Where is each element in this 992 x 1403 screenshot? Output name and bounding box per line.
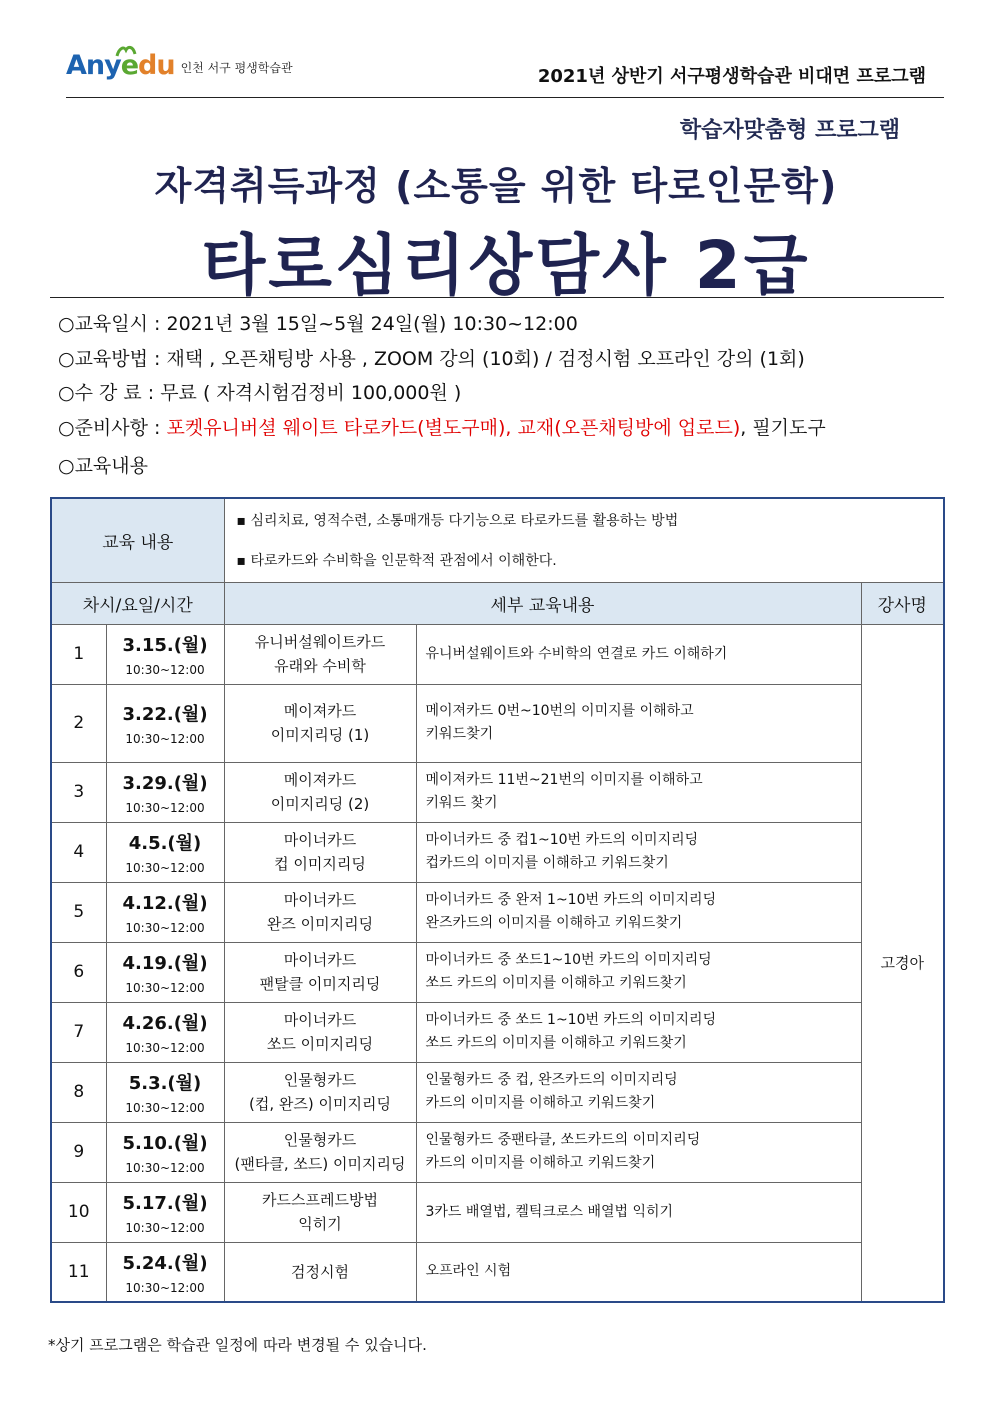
session-detail [416, 1062, 861, 1122]
session-date-cell [106, 822, 224, 882]
prep-tail: , 필기도구 [740, 417, 826, 439]
subtitle: 학습자맞춤형 프로그램 [679, 118, 900, 143]
prep-items: 포켓유니버셜 웨이트 타로카드(별도구매), 교재(오픈채팅방에 업로드) [166, 417, 741, 439]
info-date: ○교육일시 : 2021년 3월 15일~5월 24일(월) 10:30~12:00 [58, 313, 578, 335]
program-header: 2021년 상반기 서구평생학습관 비대면 프로그램 [537, 66, 926, 87]
info-content: ○교육내용 [58, 455, 148, 477]
session-detail [416, 1242, 861, 1302]
table-row [51, 762, 944, 822]
leaf-icon [115, 44, 137, 58]
session-detail [416, 762, 861, 822]
session-time: 10:30~12:00 [125, 1101, 205, 1115]
intro-bullets [224, 498, 944, 582]
session-detail [416, 1182, 861, 1242]
session-time: 10:30~12:00 [125, 732, 205, 746]
session-time: 10:30~12:00 [125, 861, 205, 875]
session-date: 3.15.(월) [122, 635, 208, 656]
session-date: 3.22.(월) [122, 704, 208, 725]
detail-line: 카드의 이미지를 이해하고 키워드찾기 [425, 1155, 656, 1171]
session-number: 5 [51, 882, 106, 942]
session-number: 9 [51, 1122, 106, 1182]
session-number: 7 [51, 1002, 106, 1062]
detail-line: 키워드 찾기 [425, 795, 498, 811]
session-time: 10:30~12:00 [125, 921, 205, 935]
detail-line: 마이너카드 중 완저 1~10번 카드의 이미지리딩 [425, 892, 717, 908]
topic-line: (팬타클, 쏘드) 이미지리딩 [234, 1155, 406, 1173]
session-topic [224, 1182, 416, 1242]
topic-line: 검정시험 [291, 1262, 349, 1281]
session-number: 2 [51, 684, 106, 762]
table-row [51, 1242, 944, 1302]
topic-line: 팬탈클 이미지리딩 [259, 975, 381, 993]
session-date-cell [106, 1002, 224, 1062]
session-topic [224, 1002, 416, 1062]
session-topic [224, 684, 416, 762]
topic-line: (컵, 완즈) 이미지리딩 [249, 1095, 391, 1113]
session-detail [416, 684, 861, 762]
session-time: 10:30~12:00 [125, 1280, 205, 1295]
topic-line: 카드스프레드방법 [262, 1191, 378, 1209]
session-time: 10:30~12:00 [125, 1221, 205, 1235]
schedule-table [50, 497, 945, 1303]
prep-label: ○준비사항 : [58, 417, 167, 439]
instructor-name: 고경아 [861, 624, 944, 1302]
detail-line: 유니버설웨이트와 수비학의 연결로 카드 이해하기 [425, 645, 728, 662]
detail-line: 인물형카드 중 컵, 완즈카드의 이미지리딩 [425, 1072, 678, 1088]
table-row [51, 882, 944, 942]
session-time: 10:30~12:00 [125, 663, 205, 677]
session-date: 5.24.(월) [122, 1252, 208, 1274]
topic-line: 쏘드 이미지리딩 [266, 1035, 374, 1053]
logo-part-3: du [138, 50, 175, 81]
detail-line: 마이너카드 중 쏘드1~10번 카드의 이미지리딩 [425, 952, 712, 968]
topic-line: 인물형카드 [283, 1131, 357, 1149]
session-topic [224, 762, 416, 822]
session-topic [224, 1062, 416, 1122]
session-number: 8 [51, 1062, 106, 1122]
detail-line: 3카드 배열법, 켈틱크로스 배열법 익히기 [425, 1203, 674, 1220]
topic-line: 마이너카드 [283, 951, 357, 969]
session-date: 5.10.(월) [122, 1133, 208, 1154]
topic-line: 이미지리딩 (1) [270, 726, 370, 744]
session-topic [224, 822, 416, 882]
session-date: 4.5.(월) [128, 833, 202, 854]
session-number: 3 [51, 762, 106, 822]
logo-part-1: Any [66, 50, 121, 81]
session-detail [416, 942, 861, 1002]
table-row [51, 1122, 944, 1182]
anyedu-logo [66, 52, 293, 79]
detail-line: 컵카드의 이미지를 이해하고 키워드찾기 [425, 855, 669, 871]
detail-line: 키워드찾기 [425, 726, 494, 742]
session-detail [416, 822, 861, 882]
topic-line: 이미지리딩 (2) [270, 795, 370, 813]
topic-line: 인물형카드 [283, 1071, 357, 1089]
info-method: ○교육방법 : 재택 , 오픈채팅방 사용 , ZOOM 강의 (10회) / 검정시험 오프라인 강의 (1회) [58, 348, 805, 370]
session-time: 10:30~12:00 [125, 801, 205, 815]
session-date-cell [106, 1122, 224, 1182]
session-time: 10:30~12:00 [125, 1041, 205, 1055]
session-date-cell [106, 684, 224, 762]
col-instructor: 강사명 [861, 582, 944, 624]
session-date-cell [106, 882, 224, 942]
intro-label: 교육 내용 [51, 498, 224, 582]
session-topic [224, 882, 416, 942]
detail-line: 인물형카드 중팬타클, 쏘드카드의 이미지리딩 [425, 1132, 701, 1148]
detail-line: 메이져카드 11번~21번의 이미지를 이해하고 [425, 772, 703, 788]
intro-bullet: ▪ 타로카드와 수비학을 인문학적 관점에서 이해한다. [236, 553, 557, 570]
session-detail [416, 1122, 861, 1182]
table-row [51, 822, 944, 882]
topic-line: 메이져카드 [283, 771, 357, 789]
footnote: *상기 프로그램은 학습관 일정에 따라 변경될 수 있습니다. [48, 1336, 427, 1354]
schedule-body [51, 624, 944, 1302]
intro-bullet: ▪ 심리치료, 영적수련, 소통매개등 다기능으로 타로카드를 활용하는 방법 [236, 513, 679, 530]
topic-line: 마이너카드 [283, 891, 357, 909]
session-date: 4.12.(월) [122, 893, 208, 914]
course-main-title: 타로심리상담사 2급 [201, 227, 811, 304]
detail-line: 메이져카드 0번~10번의 이미지를 이해하고 [425, 703, 694, 719]
title-divider [50, 297, 944, 298]
session-time: 10:30~12:00 [125, 981, 205, 995]
session-topic [224, 624, 416, 684]
session-date-cell [106, 1182, 224, 1242]
session-number: 4 [51, 822, 106, 882]
course-title: 자격취득과정 (소통을 위한 타로인문학) [154, 164, 838, 208]
session-date-cell [106, 1062, 224, 1122]
session-date: 4.19.(월) [122, 953, 208, 974]
topic-line: 유니버설웨이트카드 [254, 633, 386, 651]
detail-line: 카드의 이미지를 이해하고 키워드찾기 [425, 1095, 656, 1111]
session-topic [224, 1242, 416, 1302]
table-row [51, 624, 944, 684]
session-detail [416, 882, 861, 942]
detail-line: 마이너카드 중 쏘드 1~10번 카드의 이미지리딩 [425, 1012, 717, 1028]
logo-part-2: e [120, 50, 139, 81]
session-date: 5.3.(월) [128, 1073, 202, 1094]
session-date: 5.17.(월) [122, 1193, 208, 1214]
table-row [51, 942, 944, 1002]
session-date-cell [106, 624, 224, 684]
intro-row [51, 498, 944, 582]
topic-line: 컵 이미지리딩 [274, 855, 366, 873]
header-row [51, 582, 944, 624]
logo-subtitle: 인천 서구 평생학습관 [180, 61, 293, 75]
info-fee: ○수 강 료 : 무료 ( 자격시험검정비 100,000원 ) [58, 382, 462, 404]
table-row [51, 1182, 944, 1242]
col-session: 차시/요일/시간 [51, 582, 224, 624]
session-detail [416, 624, 861, 684]
detail-line: 완즈카드의 이미지를 이해하고 키워드찾기 [425, 915, 683, 931]
topic-line: 익히기 [298, 1215, 342, 1233]
session-date: 3.29.(월) [122, 773, 208, 794]
session-number: 1 [51, 624, 106, 684]
session-date-cell [106, 1242, 224, 1302]
session-date-cell [106, 942, 224, 1002]
topic-line: 마이너카드 [283, 831, 357, 849]
header-divider [66, 97, 944, 98]
col-detail: 세부 교육내용 [224, 582, 861, 624]
detail-line: 오프라인 시험 [425, 1263, 512, 1280]
table-row [51, 1002, 944, 1062]
topic-line: 메이져카드 [283, 702, 357, 720]
session-time: 10:30~12:00 [125, 1161, 205, 1175]
session-detail [416, 1002, 861, 1062]
table-row [51, 684, 944, 762]
session-number: 11 [51, 1242, 106, 1302]
detail-line: 쏘드 카드의 이미지를 이해하고 키워드찾기 [425, 975, 687, 991]
detail-line: 마이너카드 중 컵1~10번 카드의 이미지리딩 [425, 832, 699, 848]
detail-line: 쏘드 카드의 이미지를 이해하고 키워드찾기 [425, 1035, 687, 1051]
session-date-cell [106, 762, 224, 822]
session-number: 10 [51, 1182, 106, 1242]
session-topic [224, 942, 416, 1002]
topic-line: 유래와 수비학 [274, 657, 366, 675]
session-topic [224, 1122, 416, 1182]
session-date: 4.26.(월) [122, 1013, 208, 1034]
session-number: 6 [51, 942, 106, 1002]
topic-line: 마이너카드 [283, 1011, 357, 1029]
info-preparation [58, 413, 826, 440]
topic-line: 완즈 이미지리딩 [266, 915, 374, 933]
table-row [51, 1062, 944, 1122]
